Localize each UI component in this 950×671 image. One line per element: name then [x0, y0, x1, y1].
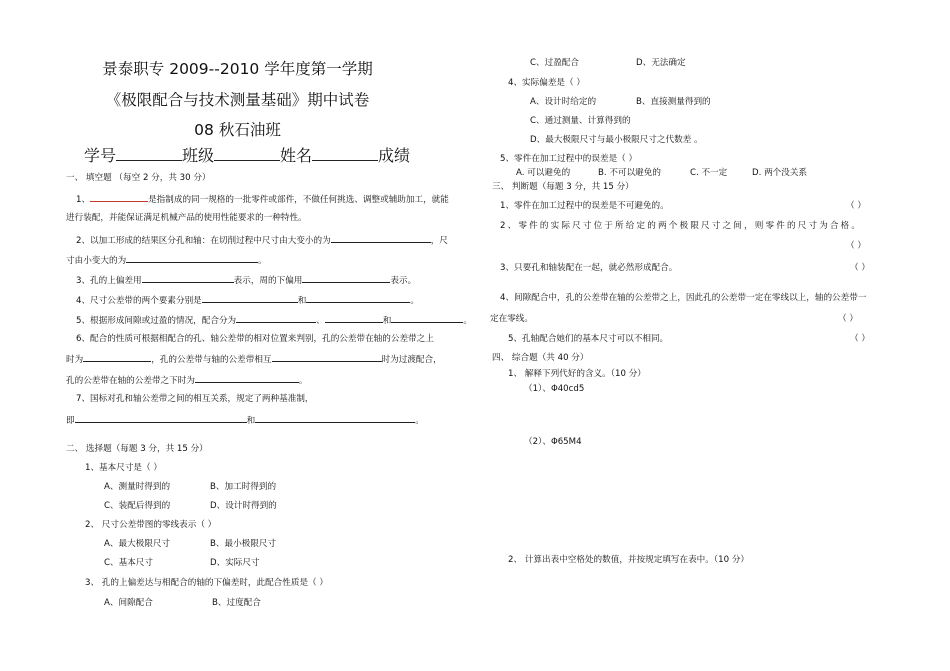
class-label: 班级 [182, 146, 215, 165]
section4-heading: 四、 综合题（共 40 分） [492, 353, 589, 363]
choice-q3-option-c[interactable]: C、过盈配合 [530, 58, 579, 68]
fill-q6-line1: 6、配合的性质可根据相配合的孔、轴公差带的相对位置来判别，孔的公差带在轴的公差带之上 [76, 334, 434, 344]
choice-q5-option-c[interactable]: C. 不一定 [690, 168, 728, 178]
fill-blank[interactable] [306, 293, 410, 303]
fill-q3: 3、孔的上偏差用 表示，周的下偏用 表示。 [76, 273, 416, 287]
choice-q2-option-b[interactable]: B、最小极限尺寸 [210, 539, 277, 549]
choice-q2: 2、 尺寸公差带图的零线表示（ ） [85, 520, 217, 530]
judge-q1: 1、零件在加工过程中的误差是不可避免的。 [500, 201, 669, 211]
judge-q3: 3、只要孔和轴装配在一起，就必然形成配合。 [500, 263, 678, 273]
name-blank[interactable] [312, 151, 378, 161]
choice-q2-option-a[interactable]: A、最大极限尺寸 [104, 539, 171, 549]
choice-q5-option-a[interactable]: A. 可以避免的 [516, 168, 571, 178]
choice-q3-option-b[interactable]: B、过度配合 [212, 598, 261, 608]
comprehensive-q1-item1: （1）、Φ40cd5 [524, 384, 585, 394]
choice-q1-option-b[interactable]: B、加工时得到的 [210, 482, 277, 492]
fill-blank[interactable] [391, 313, 463, 323]
choice-q4-option-d[interactable]: D、最大极限尺寸与最小极限尺寸之代数差 。 [530, 135, 703, 145]
judge-q3-answer-box[interactable]: （ ） [850, 263, 870, 273]
comprehensive-q1: 1、 解释下列代好的含义。（10 分） [508, 369, 646, 379]
student-id-blank[interactable] [116, 151, 182, 161]
fill-q6-line2: 时为 ，孔的公差带与轴的公差带相互 时为过渡配合， [66, 352, 442, 366]
judge-q4-answer-box[interactable]: （ ） [838, 314, 858, 324]
fill-q2-line2: 寸由小变大的为 。 [66, 253, 267, 267]
choice-q5-option-b[interactable]: B. 不可以避免的 [598, 168, 661, 178]
judge-q4-line2: 定在零线。 [490, 314, 533, 324]
choice-q4-option-a[interactable]: A、设计时给定的 [530, 97, 597, 107]
score-label: 成绩 [378, 146, 411, 165]
name-label: 姓名 [280, 146, 313, 165]
choice-q4: 4、实际偏差是（ ） [508, 78, 585, 88]
judge-q5-answer-box[interactable]: （ ） [850, 334, 870, 344]
fill-blank[interactable] [142, 273, 234, 283]
fill-q7-line2: 即 和 。 [66, 413, 424, 427]
choice-q1-option-d[interactable]: D、设计时得到的 [210, 501, 277, 511]
choice-q5-option-d[interactable]: D. 两个没关系 [752, 168, 808, 178]
choice-q1: 1、基本尺寸是（ ） [85, 463, 162, 473]
fill-q7-line1: 7、国标对孔和轴公差带之间的相互关系，规定了两种基准制， [76, 394, 314, 404]
judge-q1-answer-box[interactable]: （ ） [846, 201, 866, 211]
fill-blank[interactable] [302, 273, 390, 283]
section2-heading: 二、 选择题（每题 3 分，共 15 分） [66, 444, 208, 454]
choice-q1-option-c[interactable]: C、装配后得到的 [104, 501, 171, 511]
judge-q5: 5、孔轴配合她们的基本尺寸可以不相同。 [508, 334, 669, 344]
fill-blank[interactable] [236, 313, 316, 323]
judge-q4-line1: 4、间隙配合中，孔的公差带在轴的公差带之上，因此孔的公差带一定在零线以上，轴的公差带一 [500, 293, 867, 303]
fill-blank[interactable] [255, 413, 415, 423]
choice-q4-option-b[interactable]: B、直接测量得到的 [636, 97, 711, 107]
fill-blank[interactable] [272, 352, 382, 362]
student-id-label: 学号 [84, 146, 117, 165]
choice-q3: 3、 孔的上偏差达与相配合的轴的下偏差时，此配合性质是（ ） [85, 578, 328, 588]
choice-q2-option-c[interactable]: C、基本尺寸 [104, 558, 153, 568]
comprehensive-q2: 2、 计算出表中空格处的数值，并按规定填写在表中。（10 分） [508, 555, 750, 565]
student-info-line [84, 146, 410, 166]
judge-q2-answer-box[interactable]: （ ） [846, 241, 866, 251]
choice-q5: 5、零件在加工过程中的误差是（ ） [500, 154, 638, 164]
section1-heading: 一、 填空题 （每空 2 分，共 30 分） [66, 173, 211, 183]
fill-q6-line3: 孔的公差带在轴的公差带之下时为 。 [66, 373, 308, 387]
class-blank[interactable] [214, 151, 280, 161]
fill-q2-line1: 2、以加工形成的结果区分孔和轴：在切削过程中尺寸由大变小的为 ，尺 [76, 233, 448, 247]
fill-blank[interactable] [202, 293, 298, 303]
exam-class-title: 08 秋石油班 [194, 121, 281, 139]
choice-q1-option-a[interactable]: A、测量时得到的 [104, 482, 171, 492]
fill-q5: 5、根据形成间隙或过盈的情况，配合分为 、 和 。 [76, 313, 472, 327]
fill-blank[interactable] [90, 192, 148, 202]
choice-q4-option-c[interactable]: C、通过测量、计算得到的 [530, 116, 631, 126]
fill-blank[interactable] [195, 373, 299, 383]
judge-q2: 2、零件的实际尺寸位于所给定的两个极限尺寸之间，则零件的尺寸为合格。 [500, 221, 863, 231]
choice-q3-option-a[interactable]: A、间隙配合 [104, 598, 153, 608]
comprehensive-q1-item2: （2）、Φ65M4 [524, 437, 582, 447]
fill-blank[interactable] [331, 233, 431, 243]
choice-q2-option-d[interactable]: D、实际尺寸 [210, 558, 260, 568]
fill-blank[interactable] [325, 313, 383, 323]
fill-blank[interactable] [126, 253, 258, 263]
fill-q1-line2: 进行装配，并能保证满足机械产品的使用性能要求的一种特性。 [66, 213, 307, 223]
fill-q4: 4、尺寸公差带的两个要素分别是 和 。 [76, 293, 419, 307]
choice-q3-option-d[interactable]: D、无法确定 [636, 58, 686, 68]
exam-school-title: 景泰职专 2009--2010 学年度第一学期 [102, 60, 373, 78]
fill-blank[interactable] [75, 413, 247, 423]
section3-heading: 三、 判断题（每题 3 分，共 15 分） [492, 182, 634, 192]
exam-course-title: 《极限配合与技术测量基础》期中试卷 [105, 91, 370, 109]
fill-q1-line1: 1、 是指制成的同一规格的一批零件或部件，不做任何挑选、调整或辅助加工，就能 [76, 192, 449, 206]
fill-blank[interactable] [83, 352, 151, 362]
